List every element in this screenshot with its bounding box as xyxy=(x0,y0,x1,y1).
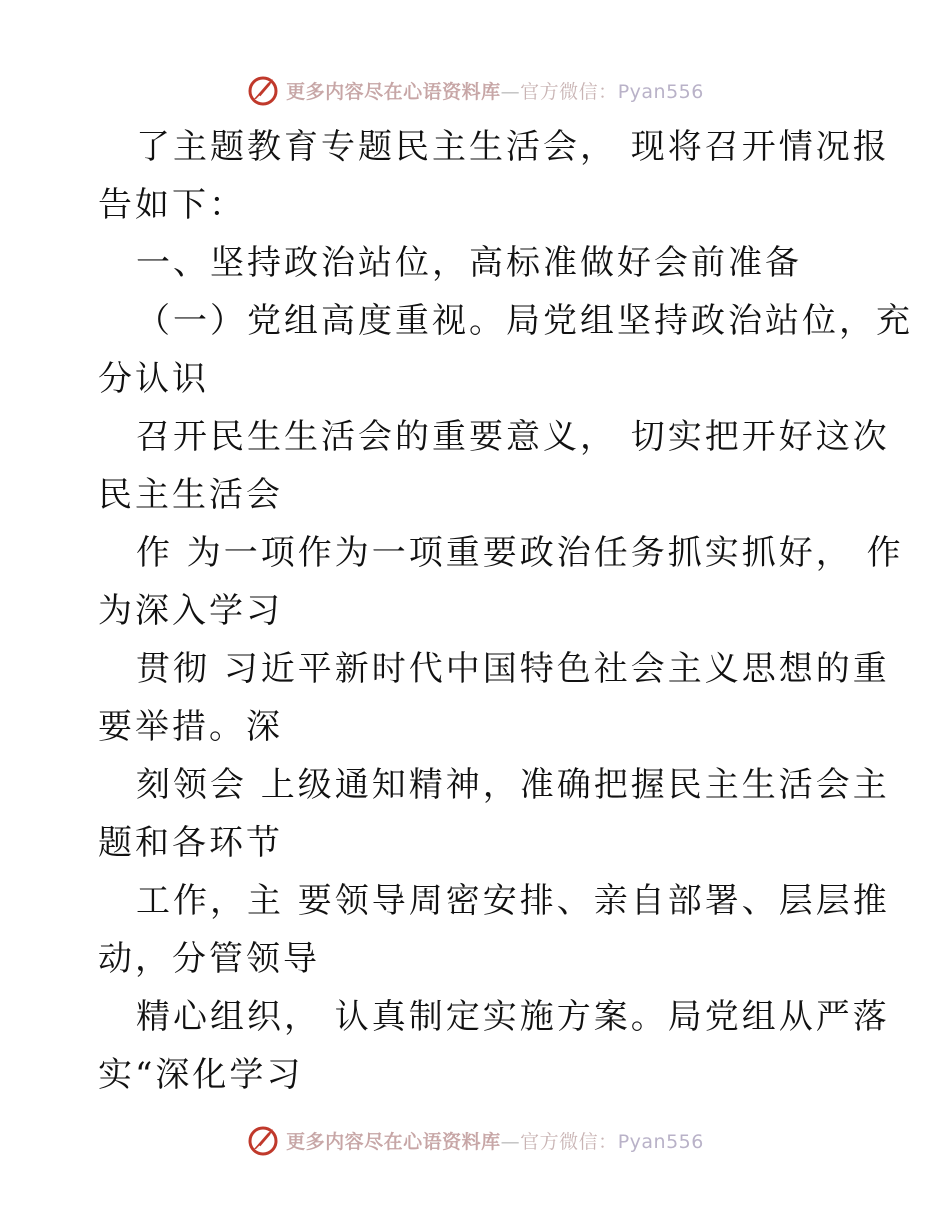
text-line: 工作，主 要领导周密安排、亲自部署、层层推 xyxy=(136,881,890,921)
text-line: 刻领会 上级通知精神，准确把握民主生活会主 xyxy=(136,765,890,805)
text-line: 分认识 xyxy=(98,359,209,399)
text-line: 告如下： xyxy=(98,185,246,225)
section-heading: 一、坚持政治站位，高标准做好会前准备 xyxy=(136,243,802,283)
header-watermark xyxy=(0,70,950,110)
footer-watermark xyxy=(0,1120,950,1160)
quill-pen-logo-icon xyxy=(246,73,280,107)
text-line: 召开民生生活会的重要意义， 切实把开好这次 xyxy=(136,417,890,457)
quill-pen-logo-icon xyxy=(246,1123,280,1157)
text-line: 要举措。深 xyxy=(98,707,283,747)
watermark-text: 更多内容尽在心语资料库—官方微信：Pyan556 xyxy=(286,1130,704,1153)
text-line: （一）党组高度重视。局党组坚持政治站位，充 xyxy=(136,301,913,341)
text-line: 民主生活会 xyxy=(98,475,283,515)
watermark-text: 更多内容尽在心语资料库—官方微信：Pyan556 xyxy=(286,80,704,103)
text-line: 了主题教育专题民主生活会， 现将召开情况报 xyxy=(136,127,890,167)
text-line: 实“深化学习 xyxy=(98,1055,304,1095)
document-body xyxy=(98,118,913,1104)
text-line: 为深入学习 xyxy=(98,591,283,631)
text-line: 作 为一项作为一项重要政治任务抓实抓好， 作 xyxy=(136,533,904,573)
text-line: 精心组织， 认真制定实施方案。局党组从严落 xyxy=(136,997,890,1037)
text-line: 动，分管领导 xyxy=(98,939,320,979)
text-line: 题和各环节 xyxy=(98,823,283,863)
text-line: 贯彻 习近平新时代中国特色社会主义思想的重 xyxy=(136,649,890,689)
